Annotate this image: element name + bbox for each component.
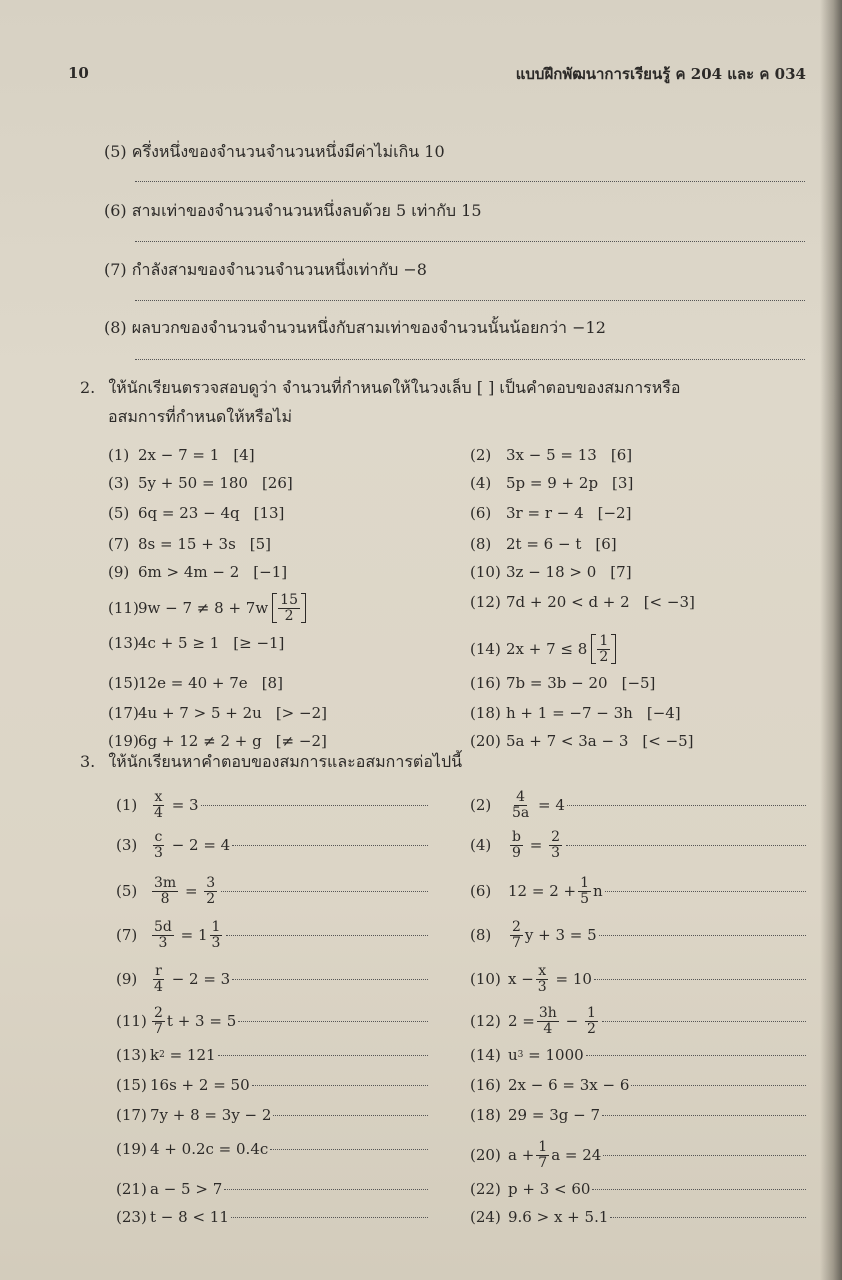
fraction xyxy=(204,876,217,906)
answer-dots xyxy=(232,979,428,980)
denominator: 2 xyxy=(206,890,216,907)
expr-pre: x − xyxy=(508,970,534,989)
item-number: (21) xyxy=(116,1180,147,1198)
bracket-value: [8] xyxy=(261,674,283,692)
section-3-heading xyxy=(80,750,462,775)
section-number: 2. xyxy=(80,378,96,397)
expression: 5p = 9 + 2p xyxy=(506,474,599,492)
item-number: (3) xyxy=(116,836,138,855)
fraction xyxy=(152,830,165,860)
expression: 3x − 5 = 13 xyxy=(506,446,597,464)
answer-dots xyxy=(567,805,806,806)
equation-item xyxy=(470,830,806,860)
answer-dots xyxy=(231,1217,428,1218)
fraction xyxy=(152,920,174,950)
numerator: 2 xyxy=(512,919,521,935)
checking-item xyxy=(108,732,327,750)
checking-item xyxy=(108,474,293,492)
expression: h + 1 = −7 − 3h xyxy=(506,704,633,722)
bracket-value: [−5] xyxy=(621,674,656,692)
problem-text: ผลบวกของจำนวนจำนวนหนึ่งกับสามเท่าของจำนวนนั้นน้อยกว่า −12 xyxy=(131,318,606,337)
denominator: 2 xyxy=(284,607,294,624)
bracket-value: [13] xyxy=(253,504,285,522)
expression: 8s = 15 + 3s xyxy=(138,535,236,553)
fraction xyxy=(152,790,165,820)
item-number: (1) xyxy=(108,446,130,464)
item-number: (16) xyxy=(470,1076,501,1094)
numerator: 3m xyxy=(154,875,177,891)
bracket-value: [−1] xyxy=(253,563,288,581)
item-number: (20) xyxy=(470,1146,501,1165)
answer-dots xyxy=(238,1021,428,1022)
fraction xyxy=(549,830,562,860)
item-number: (15) xyxy=(108,674,139,692)
bracket-value: [≠ −2] xyxy=(275,732,327,750)
checking-item xyxy=(108,593,306,623)
equation-item xyxy=(116,1046,428,1064)
item-number: (4) xyxy=(470,836,492,855)
expression: 4c + 5 ≥ 1 xyxy=(138,634,220,652)
checking-item xyxy=(470,704,681,722)
item-number: (11) xyxy=(108,599,139,618)
checking-item xyxy=(470,474,633,492)
expr-post: a = 24 xyxy=(551,1146,602,1165)
expression: 7d + 20 < d + 2 xyxy=(506,593,630,611)
bracket-value: [4] xyxy=(233,446,255,464)
expression: 7b = 3b − 20 xyxy=(506,674,608,692)
expression: 12e = 40 + 7e xyxy=(138,674,248,692)
equation-item xyxy=(470,1208,806,1226)
numerator: 1 xyxy=(586,1005,596,1021)
numerator: x xyxy=(538,963,547,979)
answer-dots xyxy=(610,1217,806,1218)
equation-item xyxy=(470,1006,806,1036)
expr-pre: 2x − 6 = 3x − 6 xyxy=(508,1076,630,1094)
denominator: 4 xyxy=(154,978,163,995)
denominator: 3 xyxy=(211,934,221,951)
bracket-value: [≥ −1] xyxy=(233,634,285,652)
numerator: 1 xyxy=(580,875,589,891)
bracket-value: [< −3] xyxy=(643,593,695,611)
item-number: (20) xyxy=(470,732,501,750)
denominator: 5a xyxy=(512,804,530,821)
problem-text: กำลังสามของจำนวนจำนวนหนึ่งเท่ากับ −8 xyxy=(131,260,427,279)
expr-post: = 3 xyxy=(166,796,199,815)
answer-line xyxy=(135,300,805,301)
expr-mid: = 1 xyxy=(175,926,208,945)
numerator: c xyxy=(154,829,163,845)
denominator: 2 xyxy=(586,1020,596,1037)
equation-item xyxy=(116,1140,428,1158)
item-number: (23) xyxy=(116,1208,147,1226)
numerator: 15 xyxy=(280,592,298,608)
answer-dots xyxy=(586,1055,806,1056)
item-number: (1) xyxy=(116,796,138,815)
answer-dots xyxy=(602,1115,806,1116)
expression: 5a + 7 < 3a − 3 xyxy=(506,732,629,750)
expr-pre: 12 = 2 + xyxy=(508,882,577,901)
checking-item xyxy=(470,593,695,611)
expression: 5y + 50 = 180 xyxy=(138,474,248,492)
checking-item xyxy=(470,732,694,750)
answer-dots xyxy=(224,1189,428,1190)
denominator: 4 xyxy=(154,804,163,821)
equation-item xyxy=(116,920,428,950)
answer-dots xyxy=(221,891,428,892)
checking-item xyxy=(108,704,327,722)
denominator: 7 xyxy=(512,934,521,951)
numerator: 3h xyxy=(538,1005,557,1021)
expression: 6g + 12 ≠ 2 + g xyxy=(138,732,262,750)
fraction xyxy=(597,634,610,664)
expression: 3z − 18 > 0 xyxy=(506,563,597,581)
bracket-value: [−2] xyxy=(597,504,632,522)
denominator: 2 xyxy=(599,648,609,665)
expr-pre: u xyxy=(508,1046,518,1064)
fraction xyxy=(578,876,591,906)
checking-item xyxy=(108,674,283,692)
page-number: 10 xyxy=(68,64,89,82)
denominator: 3 xyxy=(154,844,163,861)
answer-dots xyxy=(226,935,428,936)
expression: 9w − 7 ≠ 8 + 7w xyxy=(138,599,269,618)
expr-mid: = xyxy=(180,882,203,901)
equation-item xyxy=(470,1180,806,1198)
bracket-value: [6] xyxy=(595,535,617,553)
expr-pre: t − 8 < 11 xyxy=(150,1208,229,1226)
equation-item xyxy=(116,1106,428,1124)
section-2-heading xyxy=(80,376,681,401)
item-number: (10) xyxy=(470,563,501,581)
exponent: 3 xyxy=(517,1050,524,1060)
numerator: r xyxy=(155,963,162,979)
denominator: 4 xyxy=(543,1020,553,1037)
word-problem-5 xyxy=(104,140,445,165)
item-number: (5) xyxy=(116,882,138,901)
expr-pre: 7y + 8 = 3y − 2 xyxy=(150,1106,272,1124)
answer-dots xyxy=(252,1085,428,1086)
item-number: (13) xyxy=(116,1046,147,1064)
item-number: (18) xyxy=(470,1106,501,1124)
expr-post: − 2 = 3 xyxy=(166,970,231,989)
word-problem-6 xyxy=(104,199,482,224)
answer-line xyxy=(135,181,805,182)
item-number: (8) xyxy=(470,926,492,945)
equation-item xyxy=(116,876,428,906)
item-number: (5) xyxy=(104,142,127,161)
bracket-value: [6] xyxy=(610,446,633,464)
expr-post: = 10 xyxy=(550,970,592,989)
equation-item xyxy=(116,1006,428,1036)
section-2-heading-cont: อสมการที่กำหนดให้หรือไม่ xyxy=(108,407,292,426)
expr-pre: k xyxy=(150,1046,160,1064)
checking-item xyxy=(470,674,655,692)
expr-mid: − xyxy=(560,1012,583,1031)
bracket-value: [26] xyxy=(261,474,293,492)
item-number: (19) xyxy=(116,1140,147,1158)
equation-item xyxy=(470,1140,806,1170)
answer-dots xyxy=(592,1189,806,1190)
numerator: b xyxy=(512,829,521,845)
expression: 2t = 6 − t xyxy=(506,535,582,553)
numerator: 4 xyxy=(516,789,526,805)
checking-item xyxy=(108,504,284,522)
item-number: (9) xyxy=(116,970,138,989)
item-number: (10) xyxy=(470,970,501,989)
equation-item xyxy=(470,1106,806,1124)
checking-item xyxy=(470,535,617,553)
expr-post: − 2 = 4 xyxy=(166,836,231,855)
bracket-value: [5] xyxy=(249,535,272,553)
equation-item xyxy=(470,964,806,994)
answer-line xyxy=(135,241,805,242)
problem-text: สามเท่าของจำนวนจำนวนหนึ่งลบด้วย 5 เท่ากับ 15 xyxy=(131,201,482,220)
item-number: (16) xyxy=(470,674,501,692)
fraction xyxy=(152,964,165,994)
word-problem-8 xyxy=(104,316,606,341)
answer-dots xyxy=(270,1149,428,1150)
fraction xyxy=(510,830,523,860)
answer-dots xyxy=(218,1055,428,1056)
fraction xyxy=(278,593,300,623)
instruction-line: ให้นักเรียนหาคำตอบของสมการและอสมการต่อไปนี้ xyxy=(108,752,463,771)
denominator: 9 xyxy=(512,844,521,861)
fraction xyxy=(536,1140,549,1170)
expr-pre: a + xyxy=(508,1146,535,1165)
item-number: (7) xyxy=(116,926,138,945)
numerator: x xyxy=(154,789,163,805)
fraction xyxy=(152,876,178,906)
item-number: (18) xyxy=(470,704,501,722)
fraction xyxy=(510,790,531,820)
fraction xyxy=(537,1006,559,1036)
answer-dots xyxy=(201,805,428,806)
answer-dots xyxy=(603,1155,806,1156)
checking-item xyxy=(470,563,632,581)
item-number: (8) xyxy=(104,318,127,337)
item-number: (14) xyxy=(470,640,501,659)
numerator: 2 xyxy=(551,829,560,845)
equation-item xyxy=(470,876,806,906)
item-number: (13) xyxy=(108,634,139,652)
expr-pre: p + 3 < 60 xyxy=(508,1180,591,1198)
item-number: (7) xyxy=(108,535,130,553)
bracket-value: [< −5] xyxy=(642,732,694,750)
numerator: 1 xyxy=(211,919,221,935)
answer-dots xyxy=(631,1085,806,1086)
expression: 4u + 7 > 5 + 2u xyxy=(138,704,262,722)
equation-item xyxy=(470,790,806,820)
item-number: (11) xyxy=(116,1012,147,1031)
checking-item xyxy=(108,634,284,652)
equation-item xyxy=(470,1046,806,1064)
fraction xyxy=(210,920,223,950)
bracket-value: [7] xyxy=(610,563,632,581)
section-number: 3. xyxy=(80,752,96,771)
bracket-fraction xyxy=(591,634,616,664)
page-binding-shadow xyxy=(820,0,842,1280)
item-number: (3) xyxy=(108,474,130,492)
denominator: 3 xyxy=(537,978,547,995)
running-header: แบบฝึกพัฒนาการเรียนรู้ ค 204 และ ค 034 xyxy=(515,65,806,83)
checking-item xyxy=(470,504,631,522)
denominator: 3 xyxy=(158,934,168,951)
expr-post: = 1000 xyxy=(523,1046,584,1064)
expression: 6m > 4m − 2 xyxy=(138,563,240,581)
numerator: 3 xyxy=(206,875,216,891)
expr-pre: 4 + 0.2c = 0.4c xyxy=(150,1140,269,1158)
numerator: 5d xyxy=(154,919,172,935)
answer-dots xyxy=(566,845,806,846)
numerator: 1 xyxy=(599,633,609,649)
bracket-value: [3] xyxy=(612,474,634,492)
word-problem-7 xyxy=(104,258,427,283)
item-number: (15) xyxy=(116,1076,147,1094)
item-number: (24) xyxy=(470,1208,501,1226)
expr-post: = 4 xyxy=(533,796,565,815)
problem-text: ครึ่งหนึ่งของจำนวนจำนวนหนึ่งมีค่าไม่เกิน 10 xyxy=(131,142,445,161)
expr-post: t + 3 = 5 xyxy=(166,1012,237,1031)
bracket-value: [> −2] xyxy=(275,704,327,722)
item-number: (2) xyxy=(470,796,492,815)
fraction xyxy=(536,964,549,994)
denominator: 7 xyxy=(538,1154,548,1171)
equation-item xyxy=(470,920,806,950)
equation-item xyxy=(116,830,428,860)
item-number: (22) xyxy=(470,1180,501,1198)
answer-dots xyxy=(605,891,806,892)
item-number: (17) xyxy=(108,704,139,722)
checking-item xyxy=(108,563,287,581)
expr-pre: 16s + 2 = 50 xyxy=(150,1076,250,1094)
item-number: (4) xyxy=(470,474,492,492)
expr-post: y + 3 = 5 xyxy=(524,926,597,945)
expr-pre: 29 = 3g − 7 xyxy=(508,1106,600,1124)
item-number: (17) xyxy=(116,1106,147,1124)
numerator: 1 xyxy=(538,1139,548,1155)
item-number: (12) xyxy=(470,593,501,611)
item-number: (12) xyxy=(470,1012,501,1031)
expr-mid: = xyxy=(524,836,548,855)
item-number: (7) xyxy=(104,260,127,279)
denominator: 7 xyxy=(154,1020,163,1037)
item-number: (2) xyxy=(470,446,492,464)
expr-pre: 9.6 > x + 5.1 xyxy=(508,1208,609,1226)
answer-dots xyxy=(232,845,428,846)
expression: 6q = 23 − 4q xyxy=(138,504,240,522)
equation-item xyxy=(116,964,428,994)
instruction-line: ให้นักเรียนตรวจสอบดูว่า จำนวนที่กำหนดให้ในวงเล็บ [ ] เป็นคำตอบของสมการหรือ xyxy=(108,378,681,397)
denominator: 8 xyxy=(160,890,170,907)
expr-pre: a − 5 > 7 xyxy=(150,1180,223,1198)
checking-item xyxy=(470,634,616,664)
item-number: (6) xyxy=(470,504,492,522)
item-number: (9) xyxy=(108,563,130,581)
expression: 3r = r − 4 xyxy=(506,504,584,522)
answer-dots xyxy=(602,1021,806,1022)
answer-dots xyxy=(599,935,806,936)
equation-item xyxy=(116,790,428,820)
checking-item xyxy=(470,446,632,464)
item-number: (6) xyxy=(470,882,492,901)
item-number: (6) xyxy=(104,201,127,220)
checking-item xyxy=(108,446,255,464)
answer-dots xyxy=(594,979,806,980)
fraction xyxy=(585,1006,598,1036)
answer-line xyxy=(135,359,805,360)
answer-dots xyxy=(273,1115,428,1116)
expression: 2x − 7 = 1 xyxy=(138,446,220,464)
expr-post: n xyxy=(593,882,603,901)
expr-post: = 121 xyxy=(164,1046,216,1064)
checking-item xyxy=(108,535,271,553)
item-number: (19) xyxy=(108,732,139,750)
item-number: (5) xyxy=(108,504,130,522)
exponent: 2 xyxy=(159,1050,165,1060)
equation-item xyxy=(470,1076,806,1094)
item-number: (14) xyxy=(470,1046,501,1064)
equation-item xyxy=(116,1180,428,1198)
numerator: 2 xyxy=(154,1005,163,1021)
expression: 2x + 7 ≤ 8 xyxy=(506,640,588,659)
fraction xyxy=(510,920,523,950)
equation-item xyxy=(116,1076,428,1094)
expr-pre: 2 = xyxy=(508,1012,535,1031)
item-number: (8) xyxy=(470,535,492,553)
denominator: 3 xyxy=(551,844,560,861)
bracket-value: [−4] xyxy=(646,704,681,722)
denominator: 5 xyxy=(580,890,589,907)
fraction xyxy=(152,1006,165,1036)
bracket-fraction xyxy=(272,593,306,623)
equation-item xyxy=(116,1208,428,1226)
